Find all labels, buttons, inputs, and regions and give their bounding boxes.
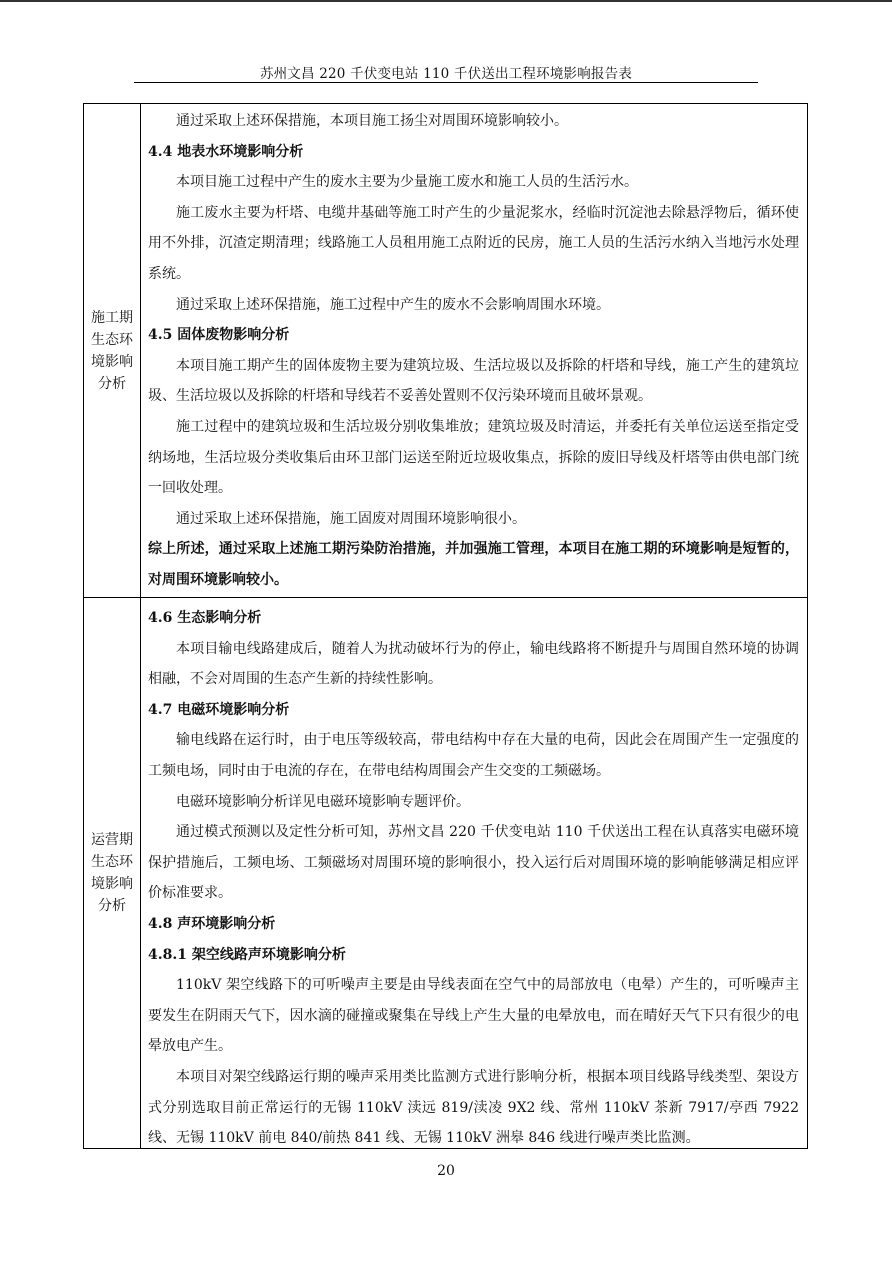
section-heading: 4.8.1 架空线路声环境影响分析 [148,946,346,963]
body-paragraph: 110kV 架空线路下的可听噪声主要是由导线表面在空气中的局部放电（电晕）产生的，可听噪声主要发生在阴雨天气下，因水滴的碰撞或聚集在导线上产生大量的电晕放电，而在晴好天气下只有很少的电晕放电产生。 [148,977,799,1055]
row-label-cell [84,104,141,597]
body-paragraph: 施工过程中的建筑垃圾和生活垃圾分别收集堆放；建筑垃圾及时清运，并委托有关单位运送至指定受纳场地，生活垃圾分类收集后由环卫部门运送至附近垃圾收集点，拆除的废旧导线及杆塔等由供电部门统一回收处理。 [148,418,799,497]
page-top-border [0,0,892,2]
section-heading: 4.7 电磁环境影响分析 [148,701,290,718]
table-row-operation [84,597,807,1148]
body-paragraph: 通过采取上述环保措施，施工固废对周围环境影响很小。 [176,510,526,527]
section-heading: 4.8 声环境影响分析 [148,915,276,932]
row-content-cell [140,104,807,597]
header-rule [134,82,758,83]
row-label-cell [84,597,141,1148]
page-number: 20 [437,1163,455,1179]
table-row-construction [84,104,807,598]
body-paragraph: 通过采取上述环保措施，施工过程中产生的废水不会影响周围水环境。 [176,296,610,313]
section-operation-body [148,597,799,1154]
body-paragraph: 本项目输电线路建成后，随着人为扰动破坏行为的停止，输电线路将不断提升与周围自然环境的协调相融，不会对周围的生态产生新的持续性影响。 [148,640,799,688]
body-paragraph: 本项目对架空线路运行期的噪声采用类比监测方式进行影响分析，根据本项目线路导线类型、架设方式分别选取目前正常运行的无锡 110kV 渎远 819/渎凌 9X2 线、常州 110kV 茶新 7917/亭西 7922 线、无锡 110kV 前电 840/前热 841 线、无锡 110kV 洲皋 846 线进行噪声类比监测。 [148,1068,799,1147]
page-header: 苏州文昌 220 千伏变电站 110 千伏送出工程环境影响报告表 [259,66,633,82]
body-paragraph: 施工废水主要为杆塔、电缆井基础等施工时产生的少量泥浆水，经临时沉淀池去除悬浮物后，循环使用不外排，沉渣定期清理；线路施工人员租用施工点附近的民房，施工人员的生活污水纳入当地污水处理系统。 [148,204,799,282]
body-paragraph: 输电线路在运行时，由于电压等级较高，带电结构中存在大量的电荷，因此会在周围产生一定强度的工频电场，同时由于电流的存在，在带电结构周围会产生交变的工频磁场。 [148,732,799,779]
body-paragraph: 通过模式预测以及定性分析可知，苏州文昌 220 千伏变电站 110 千伏送出工程在认真落实电磁环境保护措施后，工频电场、工频磁场对周围环境的影响很小，投入运行后对周围环境的影响能够满足相应评价标准要求。 [148,824,799,902]
body-paragraph: 本项目施工期产生的固体废物主要为建筑垃圾、生活垃圾以及拆除的杆塔和导线，施工产生的建筑垃圾、生活垃圾以及拆除的杆塔和导线若不妥善处置则不仅污染环境而且破坏景观。 [148,357,799,405]
row-label-construction: 施工期生态环境影响分析 [91,309,133,392]
section-heading: 4.5 固体废物影响分析 [148,327,290,344]
body-paragraph: 通过采取上述环保措施，本项目施工扬尘对周围环境影响较小。 [176,113,568,129]
body-paragraph: 本项目施工过程中产生的废水主要为少量施工废水和施工人员的生活污水。 [176,174,638,191]
section-heading: 4.6 生态影响分析 [148,610,262,626]
row-content-cell [140,597,807,1148]
section-heading: 4.4 地表水环境影响分析 [148,143,304,160]
section-construction-body [148,104,799,596]
row-label-operation: 运营期生态环境影响分析 [91,831,133,914]
analysis-table [83,103,808,1149]
summary-paragraph: 综上所述，通过采取上述施工期污染防治措施，并加强施工管理，本项目在施工期的环境影响是短暂的，对周围环境影响较小。 [148,541,799,588]
body-paragraph: 电磁环境影响分析详见电磁环境影响专题评价。 [176,793,470,810]
